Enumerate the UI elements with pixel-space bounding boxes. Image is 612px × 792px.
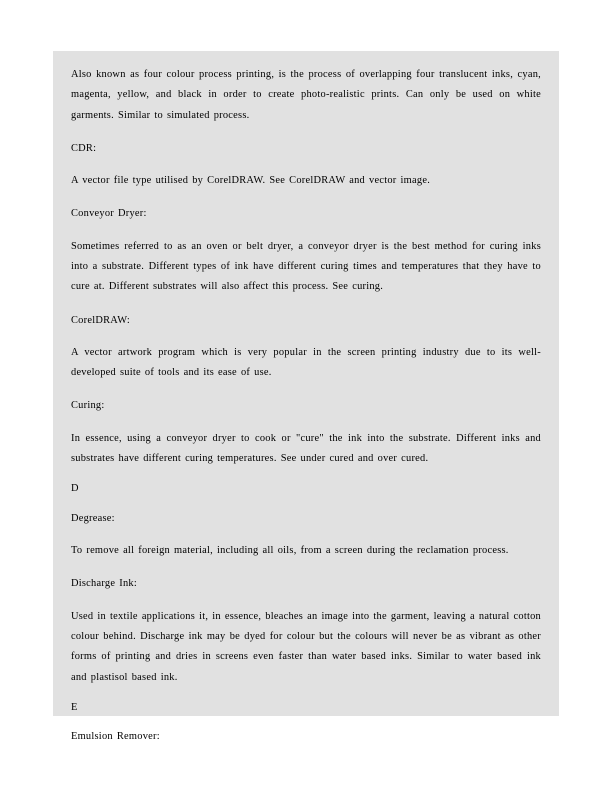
term-heading-degrease: Degrease:	[71, 512, 115, 524]
term-heading-curing: Curing:	[71, 400, 105, 412]
paragraph-curing-definition: In essence, using a conveyor dryer to cook or "cure" the ink into the substrate. Different inks and substrates have different curing temperatures. See under cured and over cured.	[71, 432, 541, 464]
paragraph-cdr-definition: A vector file type utilised by CorelDRAW. See CorelDRAW and vector image.	[71, 175, 431, 187]
paragraph-coreldraw-definition: A vector artwork program which is very popular in the screen printing industry due to its well-developed suite of tools and its ease of use.	[71, 346, 541, 379]
section-letter-d: D	[71, 483, 79, 495]
paragraph-cmyk-description: Also known as four colour process printing, is the process of overlapping four translucent inks, cyan, magenta, yellow, and black in order to create photo-realistic prints. Can only be used on white garments. Similar to simulated process.	[71, 69, 541, 121]
term-heading-emulsion-remover: Emulsion Remover:	[71, 731, 160, 743]
term-heading-conveyor-dryer: Conveyor Dryer:	[71, 208, 147, 220]
term-heading-discharge-ink: Discharge Ink:	[71, 578, 137, 590]
section-letter-e: E	[71, 701, 78, 713]
paragraph-degrease-definition: To remove all foreign material, including all oils, from a screen during the reclamation process.	[71, 545, 509, 557]
document-text-block	[53, 51, 559, 743]
paragraph-discharge-ink-definition: Used in textile applications it, in essence, bleaches an image into the garment, leaving a natural cotton colour behind. Discharge ink may be dyed for colour but the colours will never be as vibrant as other forms of printing and dries in screens even faster than water based inks. Similar to water based ink and plastisol based ink.	[71, 610, 541, 683]
term-heading-coreldraw: CorelDRAW:	[71, 314, 130, 326]
paragraph-conveyor-dryer-definition: Sometimes referred to as an oven or belt dryer, a conveyor dryer is the best method for curing inks into a substrate. Different types of ink have different curing times and temperatures that they have to cure at. Different substrates will also affect this process. See curing.	[71, 240, 541, 293]
term-heading-cdr: CDR:	[71, 142, 97, 154]
